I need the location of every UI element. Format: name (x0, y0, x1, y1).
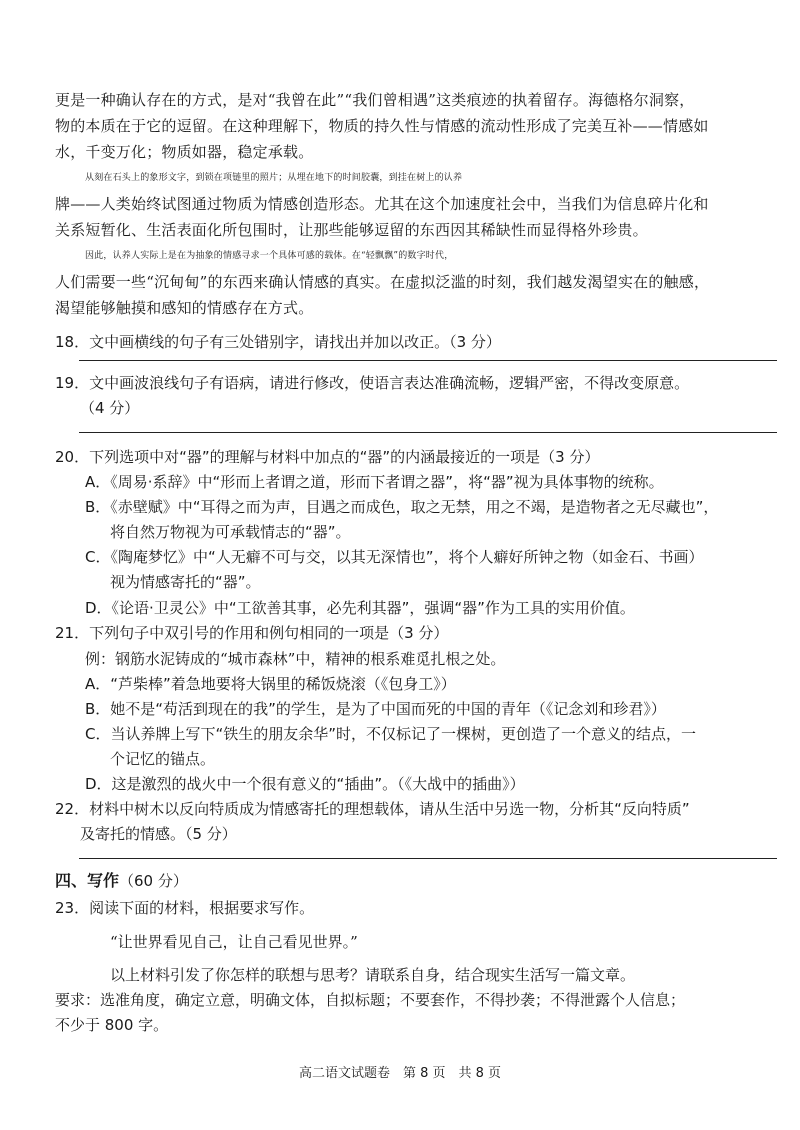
passage-p3-line1: 因此，认养人实际上是在为抽象的情感寻求一个具体可感的载体。在“轻飘飘”的数字时代， (85, 251, 454, 261)
passage-p2-line3: 关系短暂化、生活表面化所包围时，让那些能够逗留的东西因其稀缺性而显得格外珍贵。 (55, 221, 648, 239)
answer-line-18[interactable] (79, 360, 777, 361)
question-21-option-d: D．这是激烈的战火中一个很有意义的“插曲”。（《大战中的插曲》） (85, 775, 525, 793)
question-21-option-a: A．“芦柴棒”着急地要将大锅里的稀饭烧滚（《包身工》） (85, 675, 456, 693)
question-19-line1: 19．文中画波浪线句子有语病，请进行修改，使语言表达准确流畅，逻辑严密，不得改变原意。 (55, 374, 690, 392)
writing-requirements-line1: 要求：选准角度，确定立意，明确文体，自拟标题；不要套作，不得抄袭；不得泄露个人信息； (55, 991, 686, 1009)
question-21-option-c-line1: C．当认养牌上写下“铁生的朋友余华”时，不仅标记了一棵树，更创造了一个意义的结点，一 (85, 725, 697, 743)
question-21-option-c-line2: 个记忆的锚点。 (110, 750, 216, 768)
section-4-title-text: 四、写作 (55, 871, 120, 890)
question-20: 20．下列选项中对“器”的理解与材料中加点的“器”的内涵最接近的一项是（3 分） (55, 448, 600, 466)
question-20-option-c-line1: C．《陶庵梦忆》中“人无癖不可与交，以其无深情也”，将个人癖好所钟之物（如金石、书画） (85, 548, 704, 566)
section-4-score: （60 分） (119, 872, 188, 890)
question-20-option-c-line2: 视为情感寄托的“器”。 (110, 573, 261, 591)
answer-line-19[interactable] (79, 432, 777, 433)
section-4-title (55, 868, 188, 894)
question-20-option-b-line2: 将自然万物视为可承载情志的“器”。 (110, 523, 351, 541)
passage-p1-line3: 水，千变万化；物质如器，稳定承载。 (55, 143, 314, 161)
writing-requirements-line2: 不少于 800 字。 (55, 1016, 169, 1034)
question-21: 21．下列句子中双引号的作用和例句相同的一项是（3 分） (55, 624, 449, 642)
writing-prompt: 以上材料引发了你怎样的联想与思考？请联系自身，结合现实生活写一篇文章。 (110, 966, 636, 984)
question-18: 18．文中画横线的句子有三处错别字，请找出并加以改正。（3 分） (55, 333, 501, 351)
passage-p3-line3: 渴望能够触摸和感知的情感存在方式。 (55, 299, 314, 317)
question-20-option-d: D．《论语·卫灵公》中“工欲善其事，必先利其器”，强调“器”作为工具的实用价值。 (85, 599, 635, 617)
question-19-line2: （4 分） (80, 399, 140, 417)
passage-p3-line2: 人们需要一些“沉甸甸”的东西来确认情感的真实。在虚拟泛滥的时刻，我们越发渴望实在的触感， (55, 273, 710, 291)
passage-p2-line1: 从刻在石头上的象形文字，到锁在项链里的照片；从埋在地下的时间胶囊，到挂在树上的认养 (85, 173, 463, 183)
question-22-line2: 及寄托的情感。（5 分） (80, 825, 237, 843)
question-20-option-b-line1: B．《赤壁赋》中“耳得之而为声，目遇之而成色，取之无禁，用之不竭，是造物者之无尽藏也”， (85, 498, 719, 516)
question-21-example: 例：钢筋水泥铸成的“城市森林”中，精神的根系难觅扎根之处。 (85, 650, 506, 668)
question-21-option-b: B．她不是“苟活到现在的我”的学生，是为了中国而死的中国的青年（《记念刘和珍君》） (85, 700, 666, 718)
writing-quote: “让世界看见自己，让自己看见世界。” (110, 933, 358, 951)
passage-p1-line1: 更是一种确认存在的方式，是对“我曾在此”“我们曾相遇”这类痕迹的执着留存。海德格尔洞察， (55, 91, 695, 109)
passage-p1-line2-text: 物的本质在于它的逗留。在这种理解下，物质的持久性与情感的流动性形成了完美互补——情感如 (55, 117, 709, 135)
passage-p2-line2: 牌——人类始终试图通过物质为情感创造形态。尤其在这个加速度社会中，当我们为信息碎片化和 (55, 195, 709, 213)
answer-line-22[interactable] (79, 858, 777, 859)
question-22-line1: 22．材料中树木以反向特质成为情感寄托的理想载体，请从生活中另选一物，分析其“反向特质” (55, 800, 690, 818)
page-footer: 高二语文试题卷 第 8 页 共 8 页 (298, 1066, 502, 1081)
passage-p1-line2 (55, 114, 755, 139)
question-20-option-a: A．《周易·系辞》中“形而上者谓之道，形而下者谓之器”，将“器”视为具体事物的统称。 (85, 473, 664, 491)
question-23: 23．阅读下面的材料，根据要求写作。 (55, 899, 315, 917)
